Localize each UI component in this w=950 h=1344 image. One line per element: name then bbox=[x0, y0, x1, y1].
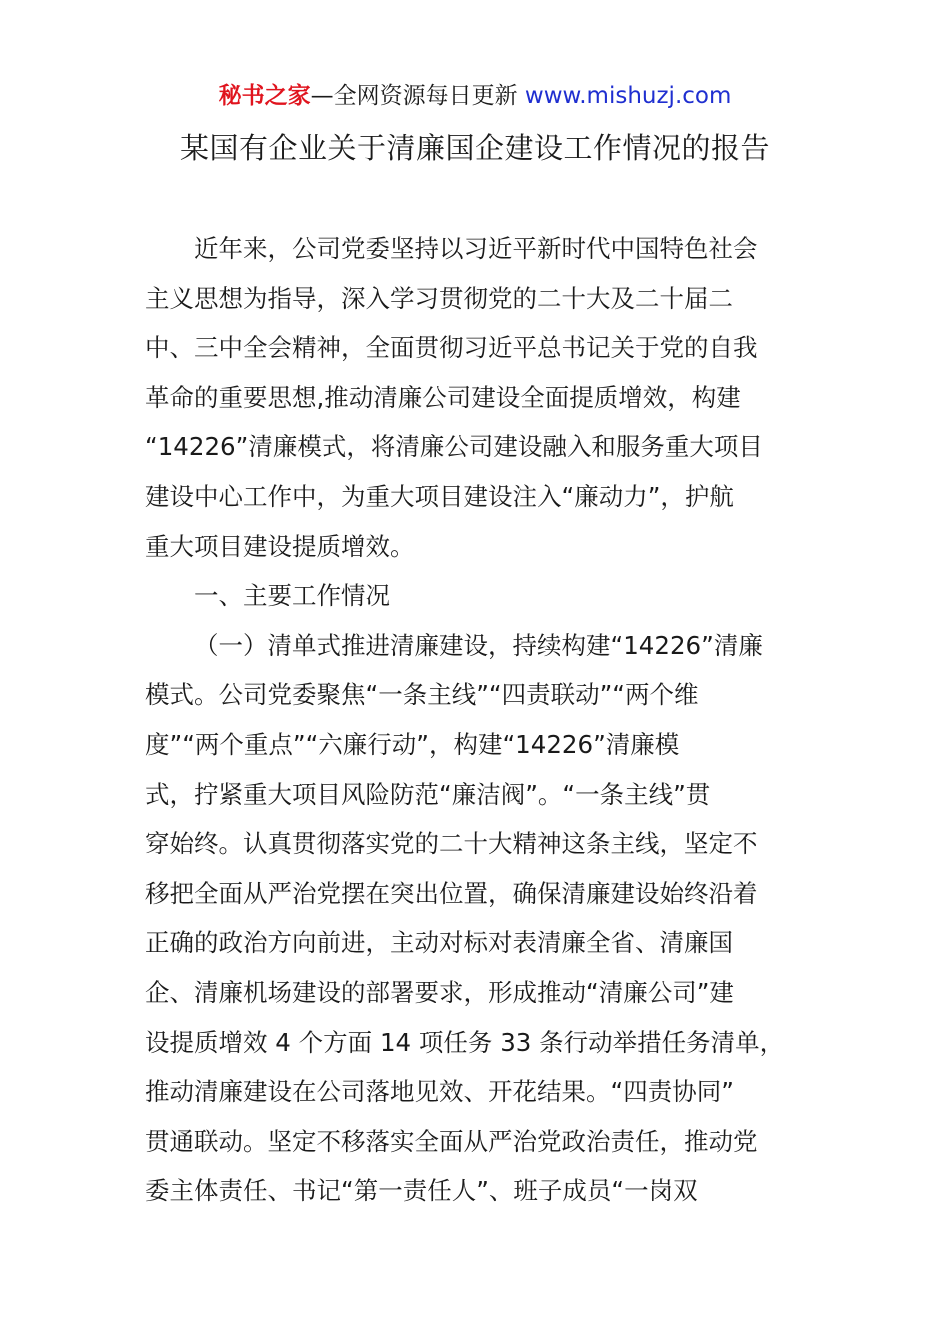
paragraph-line: 重大项目建设提质增效。 bbox=[145, 531, 415, 561]
paragraph-line: 贯通联动。坚定不移落实全面从严治党政治责任，推动党 bbox=[145, 1126, 758, 1156]
site-url[interactable]: www.mishuzj.com bbox=[524, 83, 732, 109]
paragraph-line: 推动清廉建设在公司落地见效、开花结果。“四责协同” bbox=[145, 1077, 734, 1107]
paragraph-line: 革命的重要思想,推动清廉公司建设全面提质增效，构建 bbox=[145, 382, 741, 412]
paragraph-line: 移把全面从严治党摆在突出位置，确保清廉建设始终沿着 bbox=[145, 878, 758, 908]
paragraph-line: 中、三中全会精神，全面贯彻习近平总书记关于党的自我 bbox=[145, 333, 758, 363]
section-heading: 一、主要工作情况 bbox=[194, 581, 390, 611]
paragraph-line: 式，拧紧重大项目风险防范“廉洁阀”。“一条主线”贯 bbox=[145, 779, 711, 809]
brand-name: 秘书之家 bbox=[218, 83, 311, 109]
paragraph-line: 主义思想为指导，深入学习贯彻党的二十大及二十届二 bbox=[145, 283, 733, 313]
paragraph-line: （一）清单式推进清廉建设，持续构建“14226”清廉 bbox=[194, 630, 763, 660]
paragraph-line: 委主体责任、书记“第一责任人”、班子成员“一岗双 bbox=[145, 1176, 698, 1206]
document-body bbox=[145, 224, 815, 1216]
paragraph-line: 建设中心工作中，为重大项目建设注入“廉动力”，护航 bbox=[145, 481, 734, 511]
paragraph-line: 企、清廉机场建设的部署要求，形成推动“清廉公司”建 bbox=[145, 977, 734, 1007]
paragraph-line: “14226”清廉模式，将清廉公司建设融入和服务重大项目 bbox=[145, 432, 763, 462]
document-title: 某国有企业关于清廉国企建设工作情况的报告 bbox=[179, 131, 770, 165]
paragraph-line: 穿始终。认真贯彻落实党的二十大精神这条主线，坚定不 bbox=[145, 829, 758, 859]
paragraph-line: 模式。公司党委聚焦“一条主线”“四责联动”“两个维 bbox=[145, 680, 699, 710]
paragraph-line: 正确的政治方向前进，主动对标对表清廉全省、清廉国 bbox=[145, 928, 733, 958]
page-header bbox=[0, 80, 950, 112]
paragraph-line: 设提质增效 4 个方面 14 项任务 33 条行动举措任务清单， bbox=[145, 1027, 785, 1057]
paragraph-line: 度”“两个重点”“六廉行动”，构建“14226”清廉模 bbox=[145, 729, 680, 759]
paragraph-line: 近年来，公司党委坚持以习近平新时代中国特色社会 bbox=[194, 234, 758, 263]
header-tagline: —全网资源每日更新 bbox=[310, 83, 525, 109]
